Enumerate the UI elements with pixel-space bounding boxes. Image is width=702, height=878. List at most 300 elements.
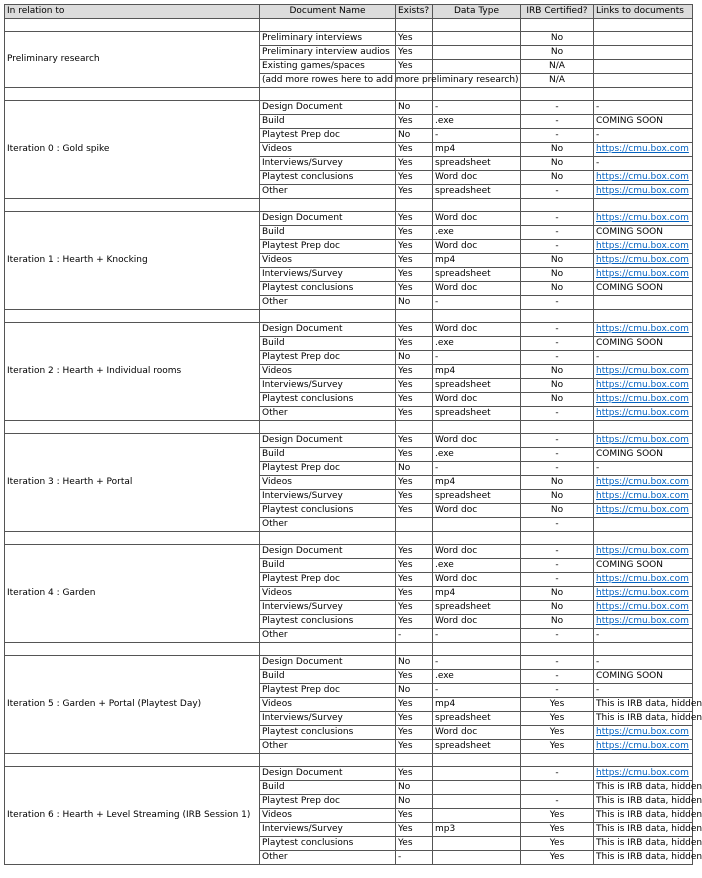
empty-cell[interactable] [396, 310, 433, 323]
empty-cell[interactable] [396, 643, 433, 656]
empty-cell[interactable] [521, 754, 594, 767]
exists-cell[interactable]: No [396, 129, 433, 143]
empty-cell[interactable] [433, 421, 521, 434]
data-type-cell[interactable]: - [433, 351, 521, 365]
irb-certified-cell[interactable]: - [521, 351, 594, 365]
exists-cell[interactable]: Yes [396, 698, 433, 712]
document-link[interactable]: https://cmu.box.com [594, 171, 693, 185]
exists-cell[interactable]: Yes [396, 448, 433, 462]
exists-cell[interactable]: Yes [396, 559, 433, 573]
data-type-cell[interactable]: - [433, 462, 521, 476]
link-cell[interactable] [594, 46, 693, 60]
document-name-cell[interactable]: Playtest Prep doc [260, 462, 396, 476]
document-name-cell[interactable]: Build [260, 226, 396, 240]
data-type-cell[interactable]: Word doc [433, 434, 521, 448]
irb-certified-cell[interactable]: No [521, 379, 594, 393]
irb-certified-cell[interactable]: No [521, 254, 594, 268]
irb-certified-cell[interactable]: - [521, 670, 594, 684]
exists-cell[interactable]: Yes [396, 726, 433, 740]
irb-certified-cell[interactable]: N/A [521, 74, 594, 88]
empty-cell[interactable] [594, 532, 693, 545]
document-name-cell[interactable]: Other [260, 185, 396, 199]
irb-certified-cell[interactable]: No [521, 601, 594, 615]
document-name-cell[interactable]: Videos [260, 365, 396, 379]
exists-cell[interactable]: No [396, 462, 433, 476]
link-cell[interactable]: - [594, 629, 693, 643]
document-name-cell[interactable]: Interviews/Survey [260, 712, 396, 726]
data-type-cell[interactable]: spreadsheet [433, 185, 521, 199]
irb-certified-cell[interactable]: - [521, 767, 594, 781]
link-cell[interactable]: - [594, 157, 693, 171]
document-link[interactable]: https://cmu.box.com [594, 143, 693, 157]
group-label-cell[interactable]: Preliminary research [5, 32, 260, 88]
group-label-cell[interactable]: Iteration 5 : Garden + Portal (Playtest Day) [5, 656, 260, 754]
link-cell[interactable]: COMING SOON [594, 282, 693, 296]
group-label-cell[interactable]: Iteration 4 : Garden [5, 545, 260, 643]
data-type-cell[interactable]: .exe [433, 226, 521, 240]
link-cell[interactable]: - [594, 129, 693, 143]
document-name-cell[interactable]: Playtest Prep doc [260, 684, 396, 698]
irb-certified-cell[interactable]: Yes [521, 712, 594, 726]
exists-cell[interactable]: Yes [396, 185, 433, 199]
data-type-cell[interactable]: mp4 [433, 254, 521, 268]
group-label-cell[interactable]: Iteration 3 : Hearth + Portal [5, 434, 260, 532]
document-name-cell[interactable]: Preliminary interviews [260, 32, 396, 46]
empty-cell[interactable] [396, 754, 433, 767]
irb-certified-cell[interactable]: - [521, 101, 594, 115]
empty-cell[interactable] [396, 88, 433, 101]
data-type-cell[interactable]: Word doc [433, 171, 521, 185]
link-cell[interactable] [594, 296, 693, 310]
document-name-cell[interactable]: Interviews/Survey [260, 823, 396, 837]
empty-cell[interactable] [260, 754, 396, 767]
irb-certified-cell[interactable]: - [521, 573, 594, 587]
empty-cell[interactable] [5, 421, 260, 434]
irb-certified-cell[interactable]: - [521, 296, 594, 310]
empty-cell[interactable] [594, 19, 693, 32]
document-name-cell[interactable]: Other [260, 629, 396, 643]
data-type-cell[interactable]: mp3 [433, 823, 521, 837]
link-cell[interactable] [594, 74, 693, 88]
empty-cell[interactable] [594, 88, 693, 101]
exists-cell[interactable]: - [396, 629, 433, 643]
link-cell[interactable]: - [594, 101, 693, 115]
exists-cell[interactable]: Yes [396, 282, 433, 296]
document-link[interactable]: https://cmu.box.com [594, 268, 693, 282]
data-type-cell[interactable]: mp4 [433, 143, 521, 157]
irb-certified-cell[interactable]: - [521, 656, 594, 670]
irb-certified-cell[interactable]: Yes [521, 809, 594, 823]
exists-cell[interactable] [396, 518, 433, 532]
document-name-cell[interactable]: Design Document [260, 212, 396, 226]
document-name-cell[interactable]: Videos [260, 698, 396, 712]
link-cell[interactable]: This is IRB data, hidden [594, 712, 693, 726]
document-link[interactable]: https://cmu.box.com [594, 323, 693, 337]
data-type-cell[interactable]: Word doc [433, 545, 521, 559]
document-name-cell[interactable]: Build [260, 337, 396, 351]
empty-cell[interactable] [396, 199, 433, 212]
data-type-cell[interactable]: mp4 [433, 698, 521, 712]
exists-cell[interactable]: Yes [396, 504, 433, 518]
empty-cell[interactable] [433, 643, 521, 656]
data-type-cell[interactable] [433, 781, 521, 795]
link-cell[interactable]: COMING SOON [594, 448, 693, 462]
irb-certified-cell[interactable]: - [521, 518, 594, 532]
data-type-cell[interactable]: spreadsheet [433, 268, 521, 282]
link-cell[interactable]: This is IRB data, hidden [594, 698, 693, 712]
header-exists[interactable]: Exists? [396, 5, 433, 19]
header-in-relation-to[interactable]: In relation to [5, 5, 260, 19]
exists-cell[interactable]: Yes [396, 323, 433, 337]
irb-certified-cell[interactable]: - [521, 185, 594, 199]
empty-cell[interactable] [594, 310, 693, 323]
document-name-cell[interactable]: Playtest conclusions [260, 171, 396, 185]
link-cell[interactable]: This is IRB data, hidden [594, 851, 693, 865]
exists-cell[interactable]: No [396, 795, 433, 809]
empty-cell[interactable] [433, 532, 521, 545]
document-link[interactable]: https://cmu.box.com [594, 476, 693, 490]
irb-certified-cell[interactable]: - [521, 629, 594, 643]
data-type-cell[interactable]: - [433, 129, 521, 143]
exists-cell[interactable]: Yes [396, 365, 433, 379]
irb-certified-cell[interactable]: No [521, 268, 594, 282]
irb-certified-cell[interactable]: No [521, 504, 594, 518]
link-cell[interactable]: This is IRB data, hidden [594, 837, 693, 851]
document-name-cell[interactable]: Design Document [260, 545, 396, 559]
irb-certified-cell[interactable]: No [521, 490, 594, 504]
document-link[interactable]: https://cmu.box.com [594, 185, 693, 199]
data-type-cell[interactable]: spreadsheet [433, 157, 521, 171]
irb-certified-cell[interactable]: No [521, 46, 594, 60]
data-type-cell[interactable]: .exe [433, 115, 521, 129]
data-type-cell[interactable] [433, 837, 521, 851]
irb-certified-cell[interactable]: - [521, 462, 594, 476]
data-type-cell[interactable]: - [433, 684, 521, 698]
empty-cell[interactable] [260, 643, 396, 656]
document-link[interactable]: https://cmu.box.com [594, 490, 693, 504]
document-name-cell[interactable]: Design Document [260, 101, 396, 115]
exists-cell[interactable]: No [396, 684, 433, 698]
header-links-to-documents[interactable]: Links to documents [594, 5, 693, 19]
empty-cell[interactable] [5, 754, 260, 767]
document-name-cell[interactable]: Other [260, 518, 396, 532]
irb-certified-cell[interactable] [521, 781, 594, 795]
document-name-cell[interactable]: Videos [260, 254, 396, 268]
document-name-cell[interactable]: Playtest Prep doc [260, 795, 396, 809]
document-name-cell[interactable]: Videos [260, 143, 396, 157]
data-type-cell[interactable]: .exe [433, 337, 521, 351]
data-type-cell[interactable]: Word doc [433, 504, 521, 518]
irb-certified-cell[interactable]: Yes [521, 823, 594, 837]
irb-certified-cell[interactable]: - [521, 226, 594, 240]
data-type-cell[interactable]: mp4 [433, 476, 521, 490]
irb-certified-cell[interactable]: No [521, 393, 594, 407]
irb-certified-cell[interactable]: No [521, 587, 594, 601]
empty-cell[interactable] [396, 421, 433, 434]
empty-cell[interactable] [433, 199, 521, 212]
empty-cell[interactable] [260, 88, 396, 101]
irb-certified-cell[interactable]: - [521, 795, 594, 809]
exists-cell[interactable]: Yes [396, 268, 433, 282]
link-cell[interactable]: COMING SOON [594, 559, 693, 573]
document-link[interactable]: https://cmu.box.com [594, 615, 693, 629]
link-cell[interactable] [594, 518, 693, 532]
exists-cell[interactable]: Yes [396, 393, 433, 407]
exists-cell[interactable]: No [396, 101, 433, 115]
group-label-cell[interactable]: Iteration 2 : Hearth + Individual rooms [5, 323, 260, 421]
document-name-cell[interactable]: Playtest conclusions [260, 837, 396, 851]
empty-cell[interactable] [521, 88, 594, 101]
irb-certified-cell[interactable]: No [521, 365, 594, 379]
document-name-cell[interactable]: Build [260, 448, 396, 462]
exists-cell[interactable]: Yes [396, 837, 433, 851]
exists-cell[interactable]: Yes [396, 712, 433, 726]
group-label-cell[interactable]: Iteration 0 : Gold spike [5, 101, 260, 199]
link-cell[interactable] [594, 60, 693, 74]
empty-cell[interactable] [594, 754, 693, 767]
link-cell[interactable]: COMING SOON [594, 670, 693, 684]
document-link[interactable]: https://cmu.box.com [594, 767, 693, 781]
document-name-cell[interactable]: Interviews/Survey [260, 601, 396, 615]
data-type-cell[interactable] [433, 795, 521, 809]
document-link[interactable]: https://cmu.box.com [594, 240, 693, 254]
irb-certified-cell[interactable]: No [521, 157, 594, 171]
document-name-cell[interactable]: Build [260, 670, 396, 684]
irb-certified-cell[interactable]: - [521, 323, 594, 337]
document-name-cell[interactable]: Playtest conclusions [260, 282, 396, 296]
irb-certified-cell[interactable]: Yes [521, 851, 594, 865]
exists-cell[interactable]: No [396, 351, 433, 365]
link-cell[interactable]: - [594, 351, 693, 365]
empty-cell[interactable] [260, 199, 396, 212]
header-data-type[interactable]: Data Type [433, 5, 521, 19]
link-cell[interactable]: This is IRB data, hidden [594, 795, 693, 809]
exists-cell[interactable]: Yes [396, 434, 433, 448]
exists-cell[interactable]: Yes [396, 407, 433, 421]
exists-cell[interactable]: No [396, 781, 433, 795]
exists-cell[interactable]: No [396, 656, 433, 670]
data-type-cell[interactable]: spreadsheet [433, 601, 521, 615]
link-cell[interactable]: - [594, 656, 693, 670]
document-name-cell[interactable]: Design Document [260, 323, 396, 337]
irb-certified-cell[interactable]: - [521, 240, 594, 254]
document-link[interactable]: https://cmu.box.com [594, 434, 693, 448]
document-name-cell[interactable]: Playtest Prep doc [260, 351, 396, 365]
exists-cell[interactable]: Yes [396, 240, 433, 254]
link-cell[interactable]: COMING SOON [594, 226, 693, 240]
empty-cell[interactable] [5, 199, 260, 212]
data-type-cell[interactable]: spreadsheet [433, 407, 521, 421]
irb-certified-cell[interactable]: - [521, 337, 594, 351]
document-name-cell[interactable]: Build [260, 559, 396, 573]
exists-cell[interactable]: Yes [396, 46, 433, 60]
document-name-cell[interactable]: Videos [260, 809, 396, 823]
irb-certified-cell[interactable]: - [521, 407, 594, 421]
empty-cell[interactable] [5, 88, 260, 101]
document-name-cell[interactable]: (add more rowes here to add more preliminary research) [260, 74, 396, 88]
exists-cell[interactable]: Yes [396, 545, 433, 559]
data-type-cell[interactable]: Word doc [433, 212, 521, 226]
empty-cell[interactable] [521, 19, 594, 32]
exists-cell[interactable]: Yes [396, 573, 433, 587]
exists-cell[interactable]: Yes [396, 254, 433, 268]
data-type-cell[interactable] [433, 851, 521, 865]
data-type-cell[interactable] [433, 767, 521, 781]
document-name-cell[interactable]: Playtest conclusions [260, 615, 396, 629]
document-name-cell[interactable]: Playtest Prep doc [260, 573, 396, 587]
exists-cell[interactable]: Yes [396, 587, 433, 601]
document-link[interactable]: https://cmu.box.com [594, 212, 693, 226]
document-link[interactable]: https://cmu.box.com [594, 740, 693, 754]
data-type-cell[interactable]: - [433, 629, 521, 643]
exists-cell[interactable]: Yes [396, 226, 433, 240]
exists-cell[interactable]: Yes [396, 767, 433, 781]
empty-cell[interactable] [396, 532, 433, 545]
empty-cell[interactable] [594, 199, 693, 212]
empty-cell[interactable] [594, 421, 693, 434]
data-type-cell[interactable]: - [433, 101, 521, 115]
data-type-cell[interactable]: .exe [433, 670, 521, 684]
document-name-cell[interactable]: Other [260, 740, 396, 754]
document-name-cell[interactable]: Build [260, 781, 396, 795]
exists-cell[interactable]: Yes [396, 115, 433, 129]
document-name-cell[interactable]: Playtest conclusions [260, 393, 396, 407]
document-name-cell[interactable]: Other [260, 407, 396, 421]
document-name-cell[interactable]: Other [260, 851, 396, 865]
link-cell[interactable]: - [594, 462, 693, 476]
exists-cell[interactable]: Yes [396, 601, 433, 615]
exists-cell[interactable]: Yes [396, 740, 433, 754]
irb-certified-cell[interactable]: Yes [521, 740, 594, 754]
document-name-cell[interactable]: Playtest Prep doc [260, 240, 396, 254]
empty-cell[interactable] [521, 310, 594, 323]
data-type-cell[interactable] [433, 60, 521, 74]
data-type-cell[interactable] [433, 809, 521, 823]
document-link[interactable]: https://cmu.box.com [594, 254, 693, 268]
document-name-cell[interactable]: Design Document [260, 656, 396, 670]
exists-cell[interactable]: Yes [396, 32, 433, 46]
document-link[interactable]: https://cmu.box.com [594, 379, 693, 393]
irb-certified-cell[interactable]: - [521, 545, 594, 559]
irb-certified-cell[interactable]: - [521, 559, 594, 573]
exists-cell[interactable]: No [396, 296, 433, 310]
document-name-cell[interactable]: Videos [260, 587, 396, 601]
empty-cell[interactable] [433, 310, 521, 323]
data-type-cell[interactable]: Word doc [433, 323, 521, 337]
empty-cell[interactable] [5, 19, 260, 32]
data-type-cell[interactable]: Word doc [433, 282, 521, 296]
document-name-cell[interactable]: Preliminary interview audios [260, 46, 396, 60]
exists-cell[interactable]: Yes [396, 60, 433, 74]
empty-cell[interactable] [260, 310, 396, 323]
irb-certified-cell[interactable]: No [521, 615, 594, 629]
document-name-cell[interactable]: Interviews/Survey [260, 490, 396, 504]
document-link[interactable]: https://cmu.box.com [594, 545, 693, 559]
link-cell[interactable]: This is IRB data, hidden [594, 781, 693, 795]
empty-cell[interactable] [5, 643, 260, 656]
data-type-cell[interactable]: Word doc [433, 615, 521, 629]
link-cell[interactable]: COMING SOON [594, 337, 693, 351]
document-name-cell[interactable]: Videos [260, 476, 396, 490]
empty-cell[interactable] [396, 19, 433, 32]
data-type-cell[interactable]: spreadsheet [433, 379, 521, 393]
irb-certified-cell[interactable]: - [521, 448, 594, 462]
exists-cell[interactable]: Yes [396, 157, 433, 171]
data-type-cell[interactable]: Word doc [433, 573, 521, 587]
exists-cell[interactable]: Yes [396, 490, 433, 504]
document-name-cell[interactable]: Build [260, 115, 396, 129]
empty-cell[interactable] [521, 199, 594, 212]
empty-cell[interactable] [433, 19, 521, 32]
empty-cell[interactable] [260, 421, 396, 434]
irb-certified-cell[interactable]: No [521, 171, 594, 185]
empty-cell[interactable] [433, 88, 521, 101]
irb-certified-cell[interactable]: No [521, 32, 594, 46]
document-link[interactable]: https://cmu.box.com [594, 573, 693, 587]
exists-cell[interactable]: Yes [396, 171, 433, 185]
exists-cell[interactable]: Yes [396, 615, 433, 629]
irb-certified-cell[interactable]: N/A [521, 60, 594, 74]
exists-cell[interactable]: Yes [396, 670, 433, 684]
link-cell[interactable]: This is IRB data, hidden [594, 809, 693, 823]
irb-certified-cell[interactable]: No [521, 476, 594, 490]
document-link[interactable]: https://cmu.box.com [594, 393, 693, 407]
empty-cell[interactable] [5, 310, 260, 323]
data-type-cell[interactable] [433, 46, 521, 60]
document-link[interactable]: https://cmu.box.com [594, 587, 693, 601]
document-link[interactable]: https://cmu.box.com [594, 365, 693, 379]
data-type-cell[interactable]: - [433, 296, 521, 310]
irb-certified-cell[interactable]: - [521, 115, 594, 129]
irb-certified-cell[interactable]: Yes [521, 837, 594, 851]
group-label-cell[interactable]: Iteration 6 : Hearth + Level Streaming (IRB Session 1) [5, 767, 260, 865]
document-link[interactable]: https://cmu.box.com [594, 726, 693, 740]
empty-cell[interactable] [521, 421, 594, 434]
document-name-cell[interactable]: Interviews/Survey [260, 379, 396, 393]
exists-cell[interactable]: Yes [396, 212, 433, 226]
link-cell[interactable]: COMING SOON [594, 115, 693, 129]
exists-cell[interactable]: - [396, 851, 433, 865]
empty-cell[interactable] [433, 754, 521, 767]
exists-cell[interactable]: Yes [396, 809, 433, 823]
empty-cell[interactable] [594, 643, 693, 656]
irb-certified-cell[interactable]: Yes [521, 698, 594, 712]
data-type-cell[interactable]: spreadsheet [433, 712, 521, 726]
empty-cell[interactable] [521, 643, 594, 656]
header-irb-certified[interactable]: IRB Certified? [521, 5, 594, 19]
document-name-cell[interactable]: Design Document [260, 767, 396, 781]
exists-cell[interactable]: Yes [396, 823, 433, 837]
irb-certified-cell[interactable]: - [521, 434, 594, 448]
document-link[interactable]: https://cmu.box.com [594, 601, 693, 615]
document-name-cell[interactable]: Interviews/Survey [260, 268, 396, 282]
document-link[interactable]: https://cmu.box.com [594, 504, 693, 518]
empty-cell[interactable] [5, 532, 260, 545]
data-type-cell[interactable]: Word doc [433, 240, 521, 254]
data-type-cell[interactable] [433, 518, 521, 532]
exists-cell[interactable]: Yes [396, 337, 433, 351]
data-type-cell[interactable]: Word doc [433, 393, 521, 407]
data-type-cell[interactable]: spreadsheet [433, 740, 521, 754]
link-cell[interactable]: - [594, 684, 693, 698]
link-cell[interactable] [594, 32, 693, 46]
document-name-cell[interactable]: Playtest conclusions [260, 726, 396, 740]
header-document-name[interactable]: Document Name [260, 5, 396, 19]
empty-cell[interactable] [521, 532, 594, 545]
data-type-cell[interactable]: mp4 [433, 587, 521, 601]
empty-cell[interactable] [260, 532, 396, 545]
link-cell[interactable]: This is IRB data, hidden [594, 823, 693, 837]
